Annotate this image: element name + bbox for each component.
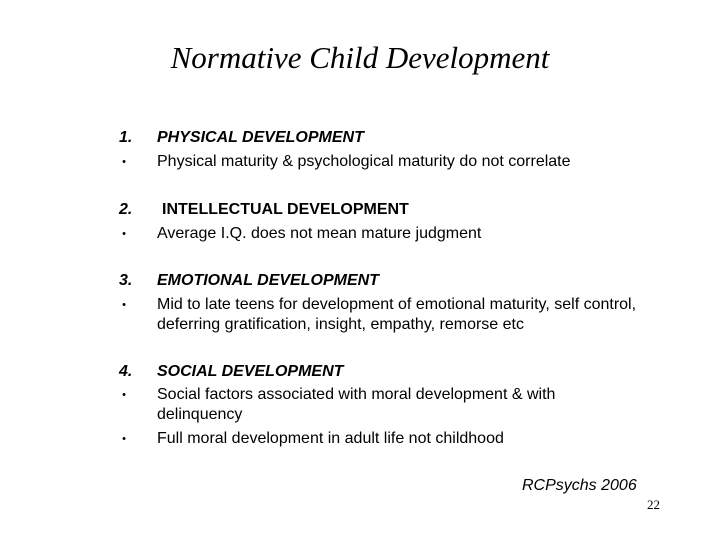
bullet-point: Average I.Q. does not mean mature judgment [157, 225, 482, 242]
page-number: 22 [647, 497, 660, 512]
section-heading: EMOTIONAL DEVELOPMENT [157, 272, 379, 289]
section-heading: PHYSICAL DEVELOPMENT [157, 129, 364, 146]
section-number: 1. [119, 129, 133, 146]
bullet-point: Social factors associated with moral development & with delinquency [157, 386, 556, 423]
section-heading: SOCIAL DEVELOPMENT [157, 363, 344, 380]
bullet-point: Physical maturity & psychological maturity do not correlate [157, 153, 571, 170]
section-number: 4. [119, 363, 133, 380]
source-credit: RCPsychs 2006 [522, 477, 637, 494]
bullet-icon: • [122, 156, 126, 168]
section-heading: INTELLECTUAL DEVELOPMENT [162, 201, 409, 218]
section-number: 3. [119, 272, 133, 289]
bullet-point: Full moral development in adult life not childhood [157, 430, 504, 447]
section-number: 2. [119, 201, 133, 218]
bullet-icon: • [122, 433, 126, 445]
bullet-point: Mid to late teens for development of emotional maturity, self control, deferring gratification, insight, empathy, remorse etc [157, 296, 637, 333]
bullet-icon: • [122, 389, 126, 401]
slide-title: Normative Child Development [170, 40, 550, 75]
bullet-icon: • [122, 299, 126, 311]
bullet-icon: • [122, 228, 126, 240]
